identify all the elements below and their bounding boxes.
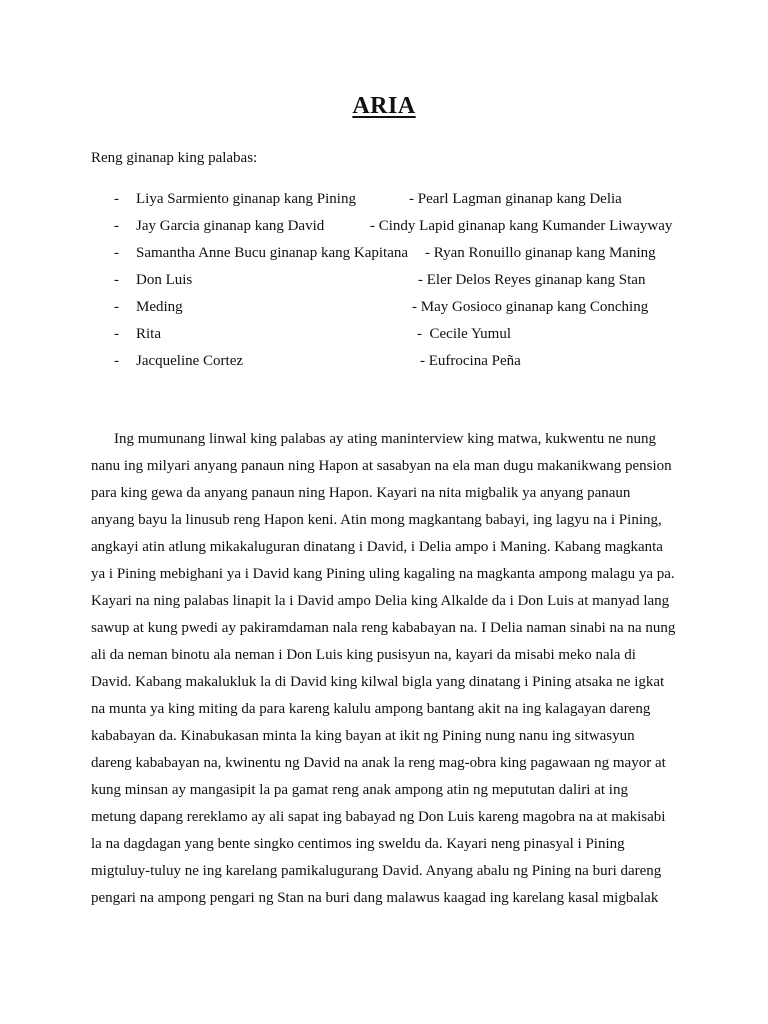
cast-row [0,348,768,375]
paragraph-line: la na dagdagan yang bente singko centimos ing sweldu da. Kayari neng pinasyal i Pining [91,836,625,852]
cast-right: - Eufrocina Peña [420,353,521,369]
paragraph-line: kababayan da. Kinabukasan minta la king bayan at ikit ng Pining nung nanu ing sitwasyun [91,728,635,744]
paragraph-line: anyang bayu la linusub reng Hapon keni. Atin mong magkantang babayi, ing lagyu na i Pining, [91,512,662,528]
bullet-dash: - [114,191,119,207]
cast-left: Liya Sarmiento ginanap kang Pining [136,191,356,207]
bullet-dash: - [114,218,119,234]
cast-intro: Reng ginanap king palabas: [91,150,258,166]
document-title: ARIA [352,93,416,119]
cast-right: - Pearl Lagman ginanap kang Delia [409,191,622,207]
bullet-dash: - [114,245,119,261]
body-paragraph [91,426,681,912]
paragraph-line: dareng kababayan na, kwinentu ng David na anak la reng mag-obra king pagawaan ng mayor at [91,755,666,771]
cast-right: - Cecile Yumul [417,326,512,342]
cast-left: Jay Garcia ginanap kang David [136,218,325,234]
paragraph-line: ya i Pining mebighani ya i David kang Pining uling kagaling na magkanta ampong malagu ya pa. [91,566,675,582]
paragraph-line: ali da neman binotu ala neman i Don Luis king pusisyun na, kayari da misabi meko nala di [91,647,636,663]
cast-right: - Eler Delos Reyes ginanap kang Stan [418,272,646,288]
paragraph-line: sawup at kung pwedi ay pakiramdaman nala reng kababayan na. I Delia naman sinabi na na nung [91,620,676,636]
paragraph-line: nanu ing milyari anyang panaun ning Hapon at sasabyan na ela man dugu makanikwang pension [91,458,672,474]
paragraph-line: Kayari na ning palabas linapit la i David ampo Delia king Alkalde da i Don Luis at manyad lang [91,593,670,609]
paragraph-line: angkayi atin atlung mikakaluguran dinatang i David, i Delia ampo i Maning. Kabang magkanta [91,539,663,555]
paragraph-line: David. Kabang makalukluk la di David king kilwal bigla yang dinatang i Pining atsaka ne igkat [91,674,665,690]
cast-right: - May Gosioco ginanap kang Conching [412,299,649,315]
paragraph-line: pengari na ampong pengari ng Stan na buri dang malawus kaagad ing karelang kasal migbalak [91,890,659,906]
bullet-dash: - [114,272,119,288]
bullet-dash: - [114,326,119,342]
cast-right: - Ryan Ronuillo ginanap kang Maning [425,245,656,261]
bullet-dash: - [114,299,119,315]
cast-left: Meding [136,299,183,315]
cast-list [0,186,768,375]
paragraph-line: metung dapang rereklamo ay ali sapat ing babayad ng Don Luis kareng magobra na at makisabi [91,809,666,825]
bullet-dash: - [114,353,119,369]
cast-row [0,294,768,321]
paragraph-line: Ing mumunang linwal king palabas ay ating maninterview king matwa, kukwentu ne nung [114,431,656,447]
cast-left: Rita [136,326,161,342]
cast-left: Jacqueline Cortez [136,353,244,369]
cast-row [0,240,768,267]
cast-row [0,267,768,294]
paragraph-line: para king gewa da anyang panaun ning Hapon. Kayari na nita migbalik ya anyang panaun [91,485,631,501]
cast-row [0,321,768,348]
paragraph-line: na munta ya king miting da para kareng kalulu ampong bantang akit na ing kalagayan dareng [91,701,651,717]
cast-row [0,186,768,213]
cast-left: Don Luis [136,272,193,288]
paragraph-line: kung minsan ay mangasipit la pa gamat reng anak ampong atin ng mepututan daliri at ing [91,782,628,798]
cast-right: - Cindy Lapid ginanap kang Kumander Liwayway [370,218,673,234]
paragraph-line: migtuluy-tuluy ne ing karelang pamikalugurang David. Anyang abalu ng Pining na buri dareng [91,863,662,879]
cast-left: Samantha Anne Bucu ginanap kang Kapitana [136,245,409,261]
cast-row [0,213,768,240]
